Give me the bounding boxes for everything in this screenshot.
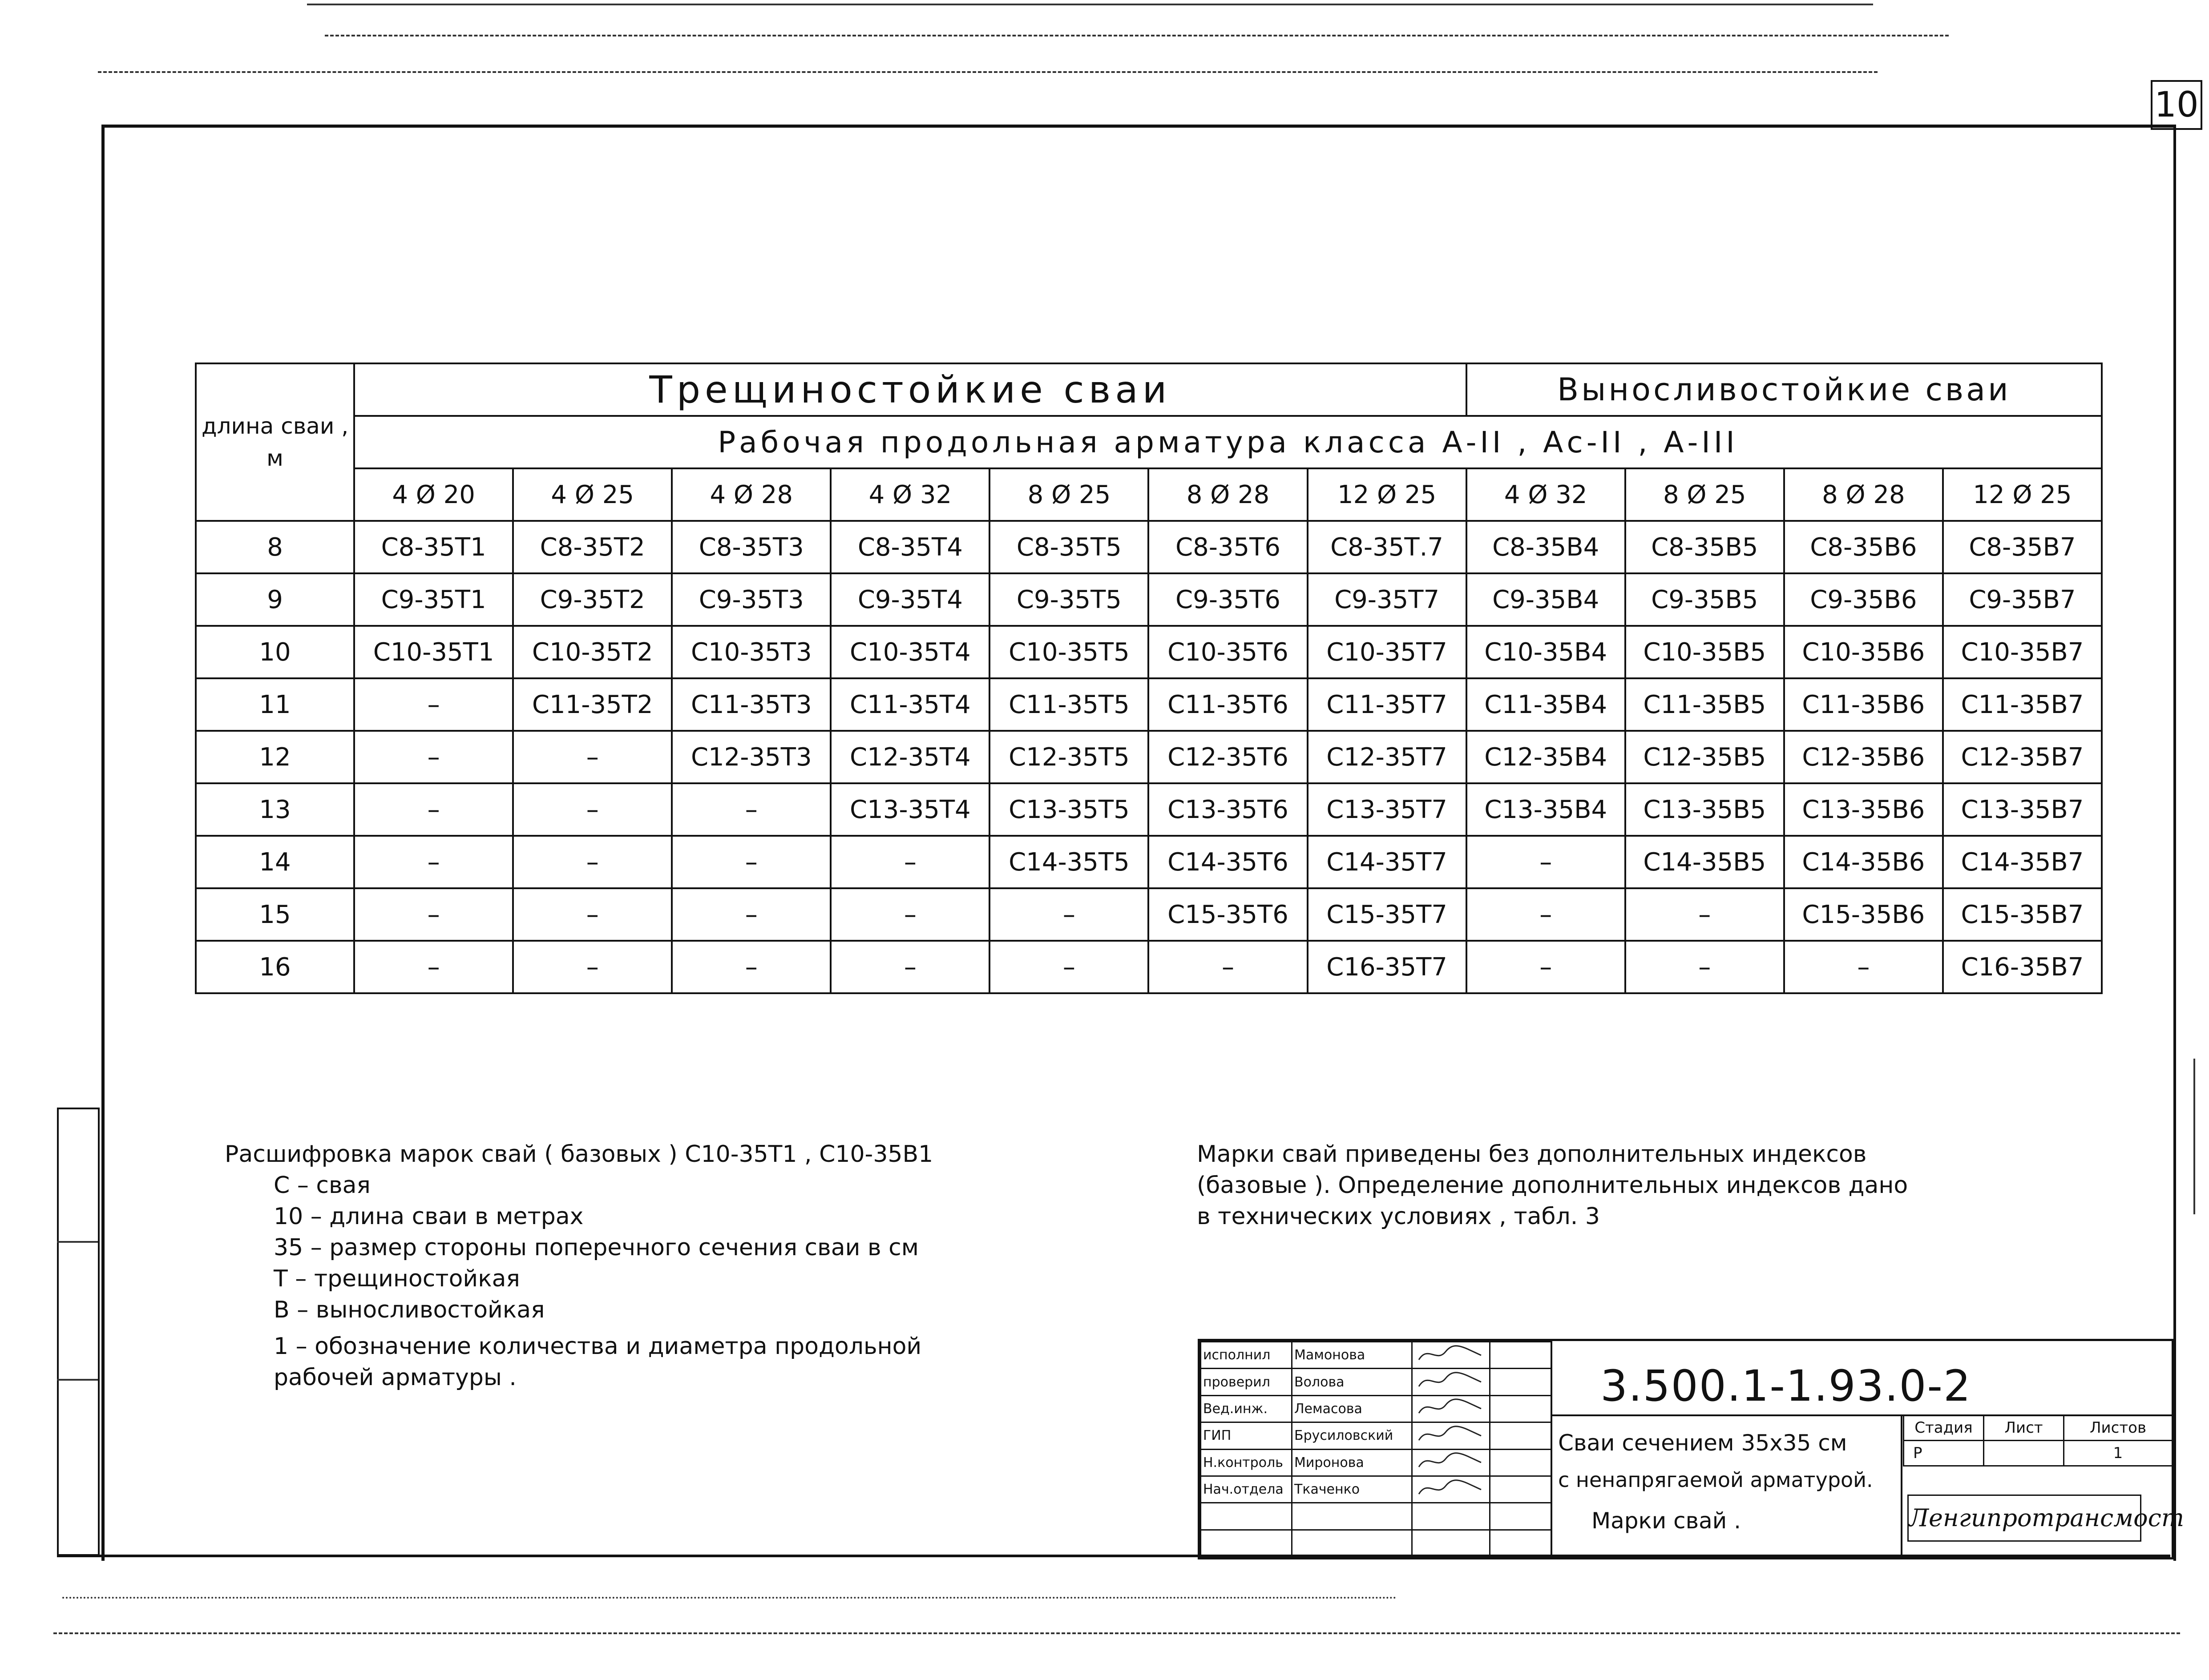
- signature-row-empty: [1201, 1503, 1551, 1530]
- mark-cell: С9-35Т6: [1148, 573, 1307, 626]
- empty-cell: [1201, 1530, 1292, 1556]
- diameter-cell: 8 Ø 25: [1625, 468, 1784, 521]
- mark-cell: –: [1466, 888, 1625, 941]
- mark-cell: –: [1625, 888, 1784, 941]
- person-name-cell: Миронова: [1292, 1449, 1412, 1476]
- mark-cell: С11-35Т4: [831, 678, 989, 731]
- mark-cell: С14-35В7: [1943, 836, 2102, 888]
- binding-strip-divider: [57, 1379, 98, 1381]
- stage-label: Стадия: [1904, 1415, 1984, 1441]
- note-line: 35 – размер стороны поперечного сечения сваи в см: [274, 1234, 919, 1261]
- mark-cell: С10-35Т3: [672, 626, 831, 678]
- sheets-value: 1: [2064, 1441, 2173, 1466]
- mark-cell: С9-35Т3: [672, 573, 831, 626]
- scan-line: [325, 35, 1949, 36]
- mark-cell: С10-35Т4: [831, 626, 989, 678]
- mark-cell: С11-35Т2: [513, 678, 672, 731]
- empty-cell: [1412, 1503, 1490, 1530]
- diameter-cell: 12 Ø 25: [1308, 468, 1466, 521]
- date-cell: [1490, 1395, 1551, 1422]
- mark-cell: С14-35Т5: [989, 836, 1148, 888]
- empty-cell: [1490, 1503, 1551, 1530]
- mark-cell: С9-35Т1: [354, 573, 513, 626]
- mark-cell: С8-35Т4: [831, 521, 989, 573]
- signature-table: [1200, 1341, 1552, 1557]
- scan-line: [53, 1632, 2180, 1634]
- note-line: Марки свай приведены без дополнительных индексов: [1197, 1141, 1867, 1168]
- sheet-value: [1984, 1441, 2064, 1466]
- mark-cell: –: [672, 941, 831, 993]
- mark-cell: С8-35Т6: [1148, 521, 1307, 573]
- mark-cell: С13-35Т4: [831, 783, 989, 836]
- binding-strip-divider: [57, 1241, 98, 1243]
- mark-cell: С8-35Т1: [354, 521, 513, 573]
- role-cell: Н.контроль: [1201, 1449, 1292, 1476]
- diameter-cell: 4 Ø 25: [513, 468, 672, 521]
- mark-cell: –: [354, 678, 513, 731]
- document-code: 3.500.1-1.93.0-2: [1600, 1361, 1972, 1411]
- role-cell: Нач.отдела: [1201, 1476, 1292, 1503]
- person-name-cell: Ткаченко: [1292, 1476, 1412, 1503]
- mark-cell: С15-35Т6: [1148, 888, 1307, 941]
- signature-cell: [1412, 1422, 1490, 1449]
- signature-row: [1201, 1476, 1551, 1503]
- mark-cell: С10-35В7: [1943, 626, 2102, 678]
- mark-cell: –: [513, 941, 672, 993]
- mark-cell: С10-35В4: [1466, 626, 1625, 678]
- mark-cell: С12-35Т4: [831, 731, 989, 783]
- mark-cell: С10-35Т1: [354, 626, 513, 678]
- mark-cell: С10-35Т7: [1308, 626, 1466, 678]
- mark-cell: С10-35В5: [1625, 626, 1784, 678]
- mark-cell: С11-35В4: [1466, 678, 1625, 731]
- pile-marks-table: [195, 363, 2103, 994]
- mark-cell: –: [831, 836, 989, 888]
- notes-heading: Расшифровка марок свай ( базовых ) С10-35Т1 , С10-35В1: [225, 1141, 933, 1168]
- mark-cell: С14-35Т6: [1148, 836, 1307, 888]
- mark-cell: С11-35Т7: [1308, 678, 1466, 731]
- mark-cell: С11-35В5: [1625, 678, 1784, 731]
- mark-cell: С14-35В5: [1625, 836, 1784, 888]
- drawing-name-line1: Сваи сечением 35х35 см: [1558, 1430, 1847, 1456]
- signature-row: [1201, 1369, 1551, 1395]
- mark-cell: –: [1148, 941, 1307, 993]
- diameter-cell: 4 Ø 28: [672, 468, 831, 521]
- mark-cell: С13-35В7: [1943, 783, 2102, 836]
- length-cell: 16: [196, 941, 354, 993]
- table-row: [196, 836, 2102, 888]
- mark-cell: С12-35В6: [1784, 731, 1943, 783]
- sheet-label: Лист: [1984, 1415, 2064, 1441]
- mark-cell: –: [513, 836, 672, 888]
- signature-row: [1201, 1449, 1551, 1476]
- note-line: 10 – длина сваи в метрах: [274, 1203, 584, 1230]
- mark-cell: –: [513, 783, 672, 836]
- mark-cell: С9-35Т2: [513, 573, 672, 626]
- diameter-cell: 4 Ø 32: [1466, 468, 1625, 521]
- mark-cell: С9-35В6: [1784, 573, 1943, 626]
- mark-cell: –: [989, 941, 1148, 993]
- mark-cell: С11-35В7: [1943, 678, 2102, 731]
- length-cell: 13: [196, 783, 354, 836]
- mark-cell: С8-35В5: [1625, 521, 1784, 573]
- diameter-cell: 4 Ø 32: [831, 468, 989, 521]
- mark-cell: С11-35Т5: [989, 678, 1148, 731]
- person-name-cell: Волова: [1292, 1369, 1412, 1395]
- length-cell: 8: [196, 521, 354, 573]
- mark-cell: С13-35В5: [1625, 783, 1784, 836]
- mark-cell: С15-35В6: [1784, 888, 1943, 941]
- right-margin-line: [2193, 1059, 2195, 1214]
- mark-cell: С8-35Т.7: [1308, 521, 1466, 573]
- mark-cell: С16-35В7: [1943, 941, 2102, 993]
- mark-cell: С11-35Т6: [1148, 678, 1307, 731]
- mark-cell: С12-35В4: [1466, 731, 1625, 783]
- date-cell: [1490, 1449, 1551, 1476]
- stage-table: [1903, 1414, 2173, 1466]
- length-cell: 10: [196, 626, 354, 678]
- mark-cell: С13-35В6: [1784, 783, 1943, 836]
- length-cell: 14: [196, 836, 354, 888]
- length-cell: 12: [196, 731, 354, 783]
- date-cell: [1490, 1422, 1551, 1449]
- note-line: Т – трещиностойкая: [274, 1265, 520, 1292]
- mark-cell: С12-35Т7: [1308, 731, 1466, 783]
- table-row: [196, 941, 2102, 993]
- length-header: длина сваи , м: [196, 363, 354, 521]
- role-cell: Вед.инж.: [1201, 1395, 1292, 1422]
- mark-cell: –: [672, 888, 831, 941]
- title-block: [1198, 1339, 2185, 1559]
- mark-cell: С14-35Т7: [1308, 836, 1466, 888]
- mark-cell: –: [831, 941, 989, 993]
- date-cell: [1490, 1342, 1551, 1369]
- crack-resistant-header: Трещиностойкие сваи: [354, 363, 1466, 416]
- signature-cell: [1412, 1449, 1490, 1476]
- mark-cell: С8-35Т2: [513, 521, 672, 573]
- signature-row: [1201, 1342, 1551, 1369]
- note-line: в технических условиях , табл. 3: [1197, 1203, 1600, 1230]
- diameter-cell: 8 Ø 28: [1784, 468, 1943, 521]
- empty-cell: [1490, 1530, 1551, 1556]
- mark-cell: –: [1625, 941, 1784, 993]
- mark-cell: С8-35В7: [1943, 521, 2102, 573]
- mark-cell: С13-35Т5: [989, 783, 1148, 836]
- mark-cell: С13-35В4: [1466, 783, 1625, 836]
- mark-cell: С14-35В6: [1784, 836, 1943, 888]
- marks-body: [196, 521, 2102, 993]
- mark-cell: –: [513, 731, 672, 783]
- mark-cell: –: [672, 783, 831, 836]
- mark-cell: С9-35В5: [1625, 573, 1784, 626]
- empty-cell: [1201, 1503, 1292, 1530]
- mark-cell: С9-35В4: [1466, 573, 1625, 626]
- mark-cell: С9-35Т7: [1308, 573, 1466, 626]
- mark-cell: С12-35Т3: [672, 731, 831, 783]
- empty-cell: [1412, 1530, 1490, 1556]
- mark-cell: С15-35Т7: [1308, 888, 1466, 941]
- signature-cell: [1412, 1476, 1490, 1503]
- empty-cell: [1292, 1503, 1412, 1530]
- diameter-cell: 4 Ø 20: [354, 468, 513, 521]
- mark-cell: –: [831, 888, 989, 941]
- mark-cell: С8-35В6: [1784, 521, 1943, 573]
- notes-decoding: [225, 1139, 933, 1393]
- mark-cell: –: [354, 836, 513, 888]
- role-cell: ГИП: [1201, 1422, 1292, 1449]
- note-line: 1 – обозначение количества и диаметра продольной: [274, 1333, 922, 1360]
- binding-strip: [57, 1108, 100, 1556]
- scan-line: [62, 1597, 1397, 1599]
- length-cell: 15: [196, 888, 354, 941]
- mark-cell: С8-35Т3: [672, 521, 831, 573]
- mark-cell: С11-35Т3: [672, 678, 831, 731]
- notes-remark: [1197, 1139, 1908, 1232]
- diameter-cell: 8 Ø 25: [989, 468, 1148, 521]
- mark-cell: С8-35В4: [1466, 521, 1625, 573]
- mark-cell: С9-35В7: [1943, 573, 2102, 626]
- person-name-cell: Лемасова: [1292, 1395, 1412, 1422]
- mark-cell: С12-35Т6: [1148, 731, 1307, 783]
- scan-line: [307, 4, 1873, 5]
- note-line: В – выносливостойкая: [274, 1297, 545, 1323]
- reinforcement-header: Рабочая продольная арматура класса А-II , Ас-II , А-III: [354, 416, 2102, 468]
- table-row: [196, 678, 2102, 731]
- title-block-divider: [1901, 1414, 1902, 1557]
- diameter-cell: 12 Ø 25: [1943, 468, 2102, 521]
- signature-row-empty: [1201, 1530, 1551, 1556]
- table-row: [196, 626, 2102, 678]
- drawing-name-line3: Марки свай .: [1591, 1508, 1741, 1534]
- mark-cell: –: [1466, 836, 1625, 888]
- signature-cell: [1412, 1369, 1490, 1395]
- signature-cell: [1412, 1342, 1490, 1369]
- mark-cell: –: [672, 836, 831, 888]
- mark-cell: С13-35Т7: [1308, 783, 1466, 836]
- role-cell: исполнил: [1201, 1342, 1292, 1369]
- table-row: [196, 888, 2102, 941]
- mark-cell: С12-35В5: [1625, 731, 1784, 783]
- mark-cell: –: [354, 731, 513, 783]
- signature-cell: [1412, 1395, 1490, 1422]
- mark-cell: С13-35Т6: [1148, 783, 1307, 836]
- mark-cell: С8-35Т5: [989, 521, 1148, 573]
- organization-stamp: Ленгипротрансмост: [1907, 1495, 2141, 1542]
- table-row: [196, 783, 2102, 836]
- mark-cell: С15-35В7: [1943, 888, 2102, 941]
- person-name-cell: Брусиловский: [1292, 1422, 1412, 1449]
- mark-cell: –: [989, 888, 1148, 941]
- sheets-label: Листов: [2064, 1415, 2173, 1441]
- sheet-number: 10: [2151, 80, 2202, 130]
- date-cell: [1490, 1369, 1551, 1395]
- stage-value: Р: [1904, 1441, 1984, 1466]
- signature-row: [1201, 1422, 1551, 1449]
- mark-cell: С10-35В6: [1784, 626, 1943, 678]
- table-row: [196, 573, 2102, 626]
- length-cell: 9: [196, 573, 354, 626]
- table-row: [196, 521, 2102, 573]
- mark-cell: С10-35Т2: [513, 626, 672, 678]
- mark-cell: –: [354, 941, 513, 993]
- mark-cell: С10-35Т5: [989, 626, 1148, 678]
- signature-row: [1201, 1395, 1551, 1422]
- drawing-name-line2: с ненапрягаемой арматурой.: [1558, 1468, 1873, 1492]
- mark-cell: –: [354, 888, 513, 941]
- role-cell: проверил: [1201, 1369, 1292, 1395]
- title-block-divider: [1551, 1341, 1552, 1557]
- empty-cell: [1292, 1530, 1412, 1556]
- scan-line: [98, 71, 1878, 73]
- mark-cell: С11-35В6: [1784, 678, 1943, 731]
- mark-cell: С9-35Т5: [989, 573, 1148, 626]
- date-cell: [1490, 1476, 1551, 1503]
- endurance-header: Выносливостойкие сваи: [1466, 363, 2102, 416]
- note-line: (базовые ). Определение дополнительных индексов дано: [1197, 1172, 1908, 1199]
- note-line: С – свая: [274, 1172, 371, 1199]
- diameter-cell: 8 Ø 28: [1148, 468, 1307, 521]
- note-line: рабочей арматуры .: [274, 1364, 517, 1391]
- mark-cell: –: [1466, 941, 1625, 993]
- mark-cell: –: [513, 888, 672, 941]
- mark-cell: –: [1784, 941, 1943, 993]
- length-cell: 11: [196, 678, 354, 731]
- mark-cell: С9-35Т4: [831, 573, 989, 626]
- table-row: [196, 731, 2102, 783]
- diameter-row: [196, 468, 2102, 521]
- mark-cell: С12-35В7: [1943, 731, 2102, 783]
- mark-cell: С16-35Т7: [1308, 941, 1466, 993]
- mark-cell: –: [354, 783, 513, 836]
- mark-cell: С12-35Т5: [989, 731, 1148, 783]
- mark-cell: С10-35Т6: [1148, 626, 1307, 678]
- person-name-cell: Мамонова: [1292, 1342, 1412, 1369]
